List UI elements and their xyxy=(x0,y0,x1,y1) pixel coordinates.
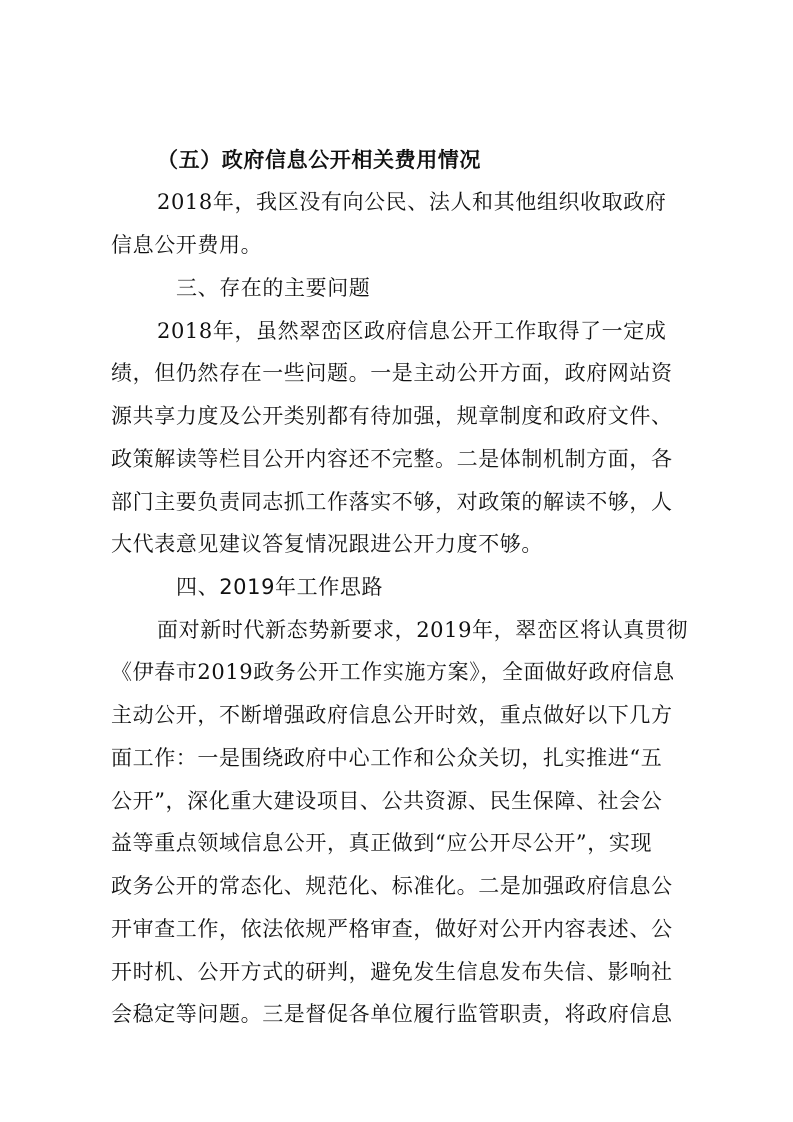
paragraph-line: 大代表意见建议答复情况跟进公开力度不够。 xyxy=(111,532,543,556)
paragraph-line: 绩，但仍然存在一些问题。一是主动公开方面，政府网站资 xyxy=(111,361,673,385)
paragraph-line: 政务公开的常态化、规范化、标准化。二是加强政府信息公 xyxy=(111,874,673,898)
paragraph-line: 部门主要负责同志抓工作落实不够，对政策的解读不够，人 xyxy=(111,490,673,514)
paragraph-line: 政策解读等栏目公开内容还不完整。二是体制机制方面，各 xyxy=(111,447,673,471)
paragraph-line: 面对新时代新态势新要求，2019年，翠峦区将认真贯彻 xyxy=(157,618,689,642)
paragraph-line: 源共享力度及公开类别都有待加强，规章制度和政府文件、 xyxy=(111,404,673,428)
section-heading-2019-plan: 四、2019年工作思路 xyxy=(176,575,384,599)
section-heading-problems: 三、存在的主要问题 xyxy=(176,276,371,300)
paragraph-line: 2018年，虽然翠峦区政府信息公开工作取得了一定成 xyxy=(157,319,667,343)
paragraph-line: 公开”，深化重大建设项目、公共资源、民生保障、社会公 xyxy=(111,789,663,813)
paragraph-line: 开审查工作，依法依规严格审查，做好对公开内容表述、公 xyxy=(111,917,673,941)
section-heading-fees: （五）政府信息公开相关费用情况 xyxy=(157,148,481,172)
paragraph-line: 益等重点领域信息公开，真正做到“应公开尽公开”，实现 xyxy=(111,831,653,855)
paragraph-line: 开时机、公开方式的研判，避免发生信息发布失信、影响社 xyxy=(111,960,673,984)
paragraph-line: 会稳定等问题。三是督促各单位履行监管职责，将政府信息 xyxy=(111,1002,673,1026)
paragraph-line: 2018年，我区没有向公民、法人和其他组织收取政府 xyxy=(157,190,667,214)
paragraph-line: 《伊春市2019政务公开工作实施方案》，全面做好政府信息 xyxy=(111,660,675,684)
paragraph-line: 主动公开，不断增强政府信息公开时效，重点做好以下几方 xyxy=(111,703,673,727)
paragraph-line: 面工作：一是围绕政府中心工作和公众关切，扎实推进“五 xyxy=(111,746,663,770)
paragraph-line: 信息公开费用。 xyxy=(111,233,263,257)
